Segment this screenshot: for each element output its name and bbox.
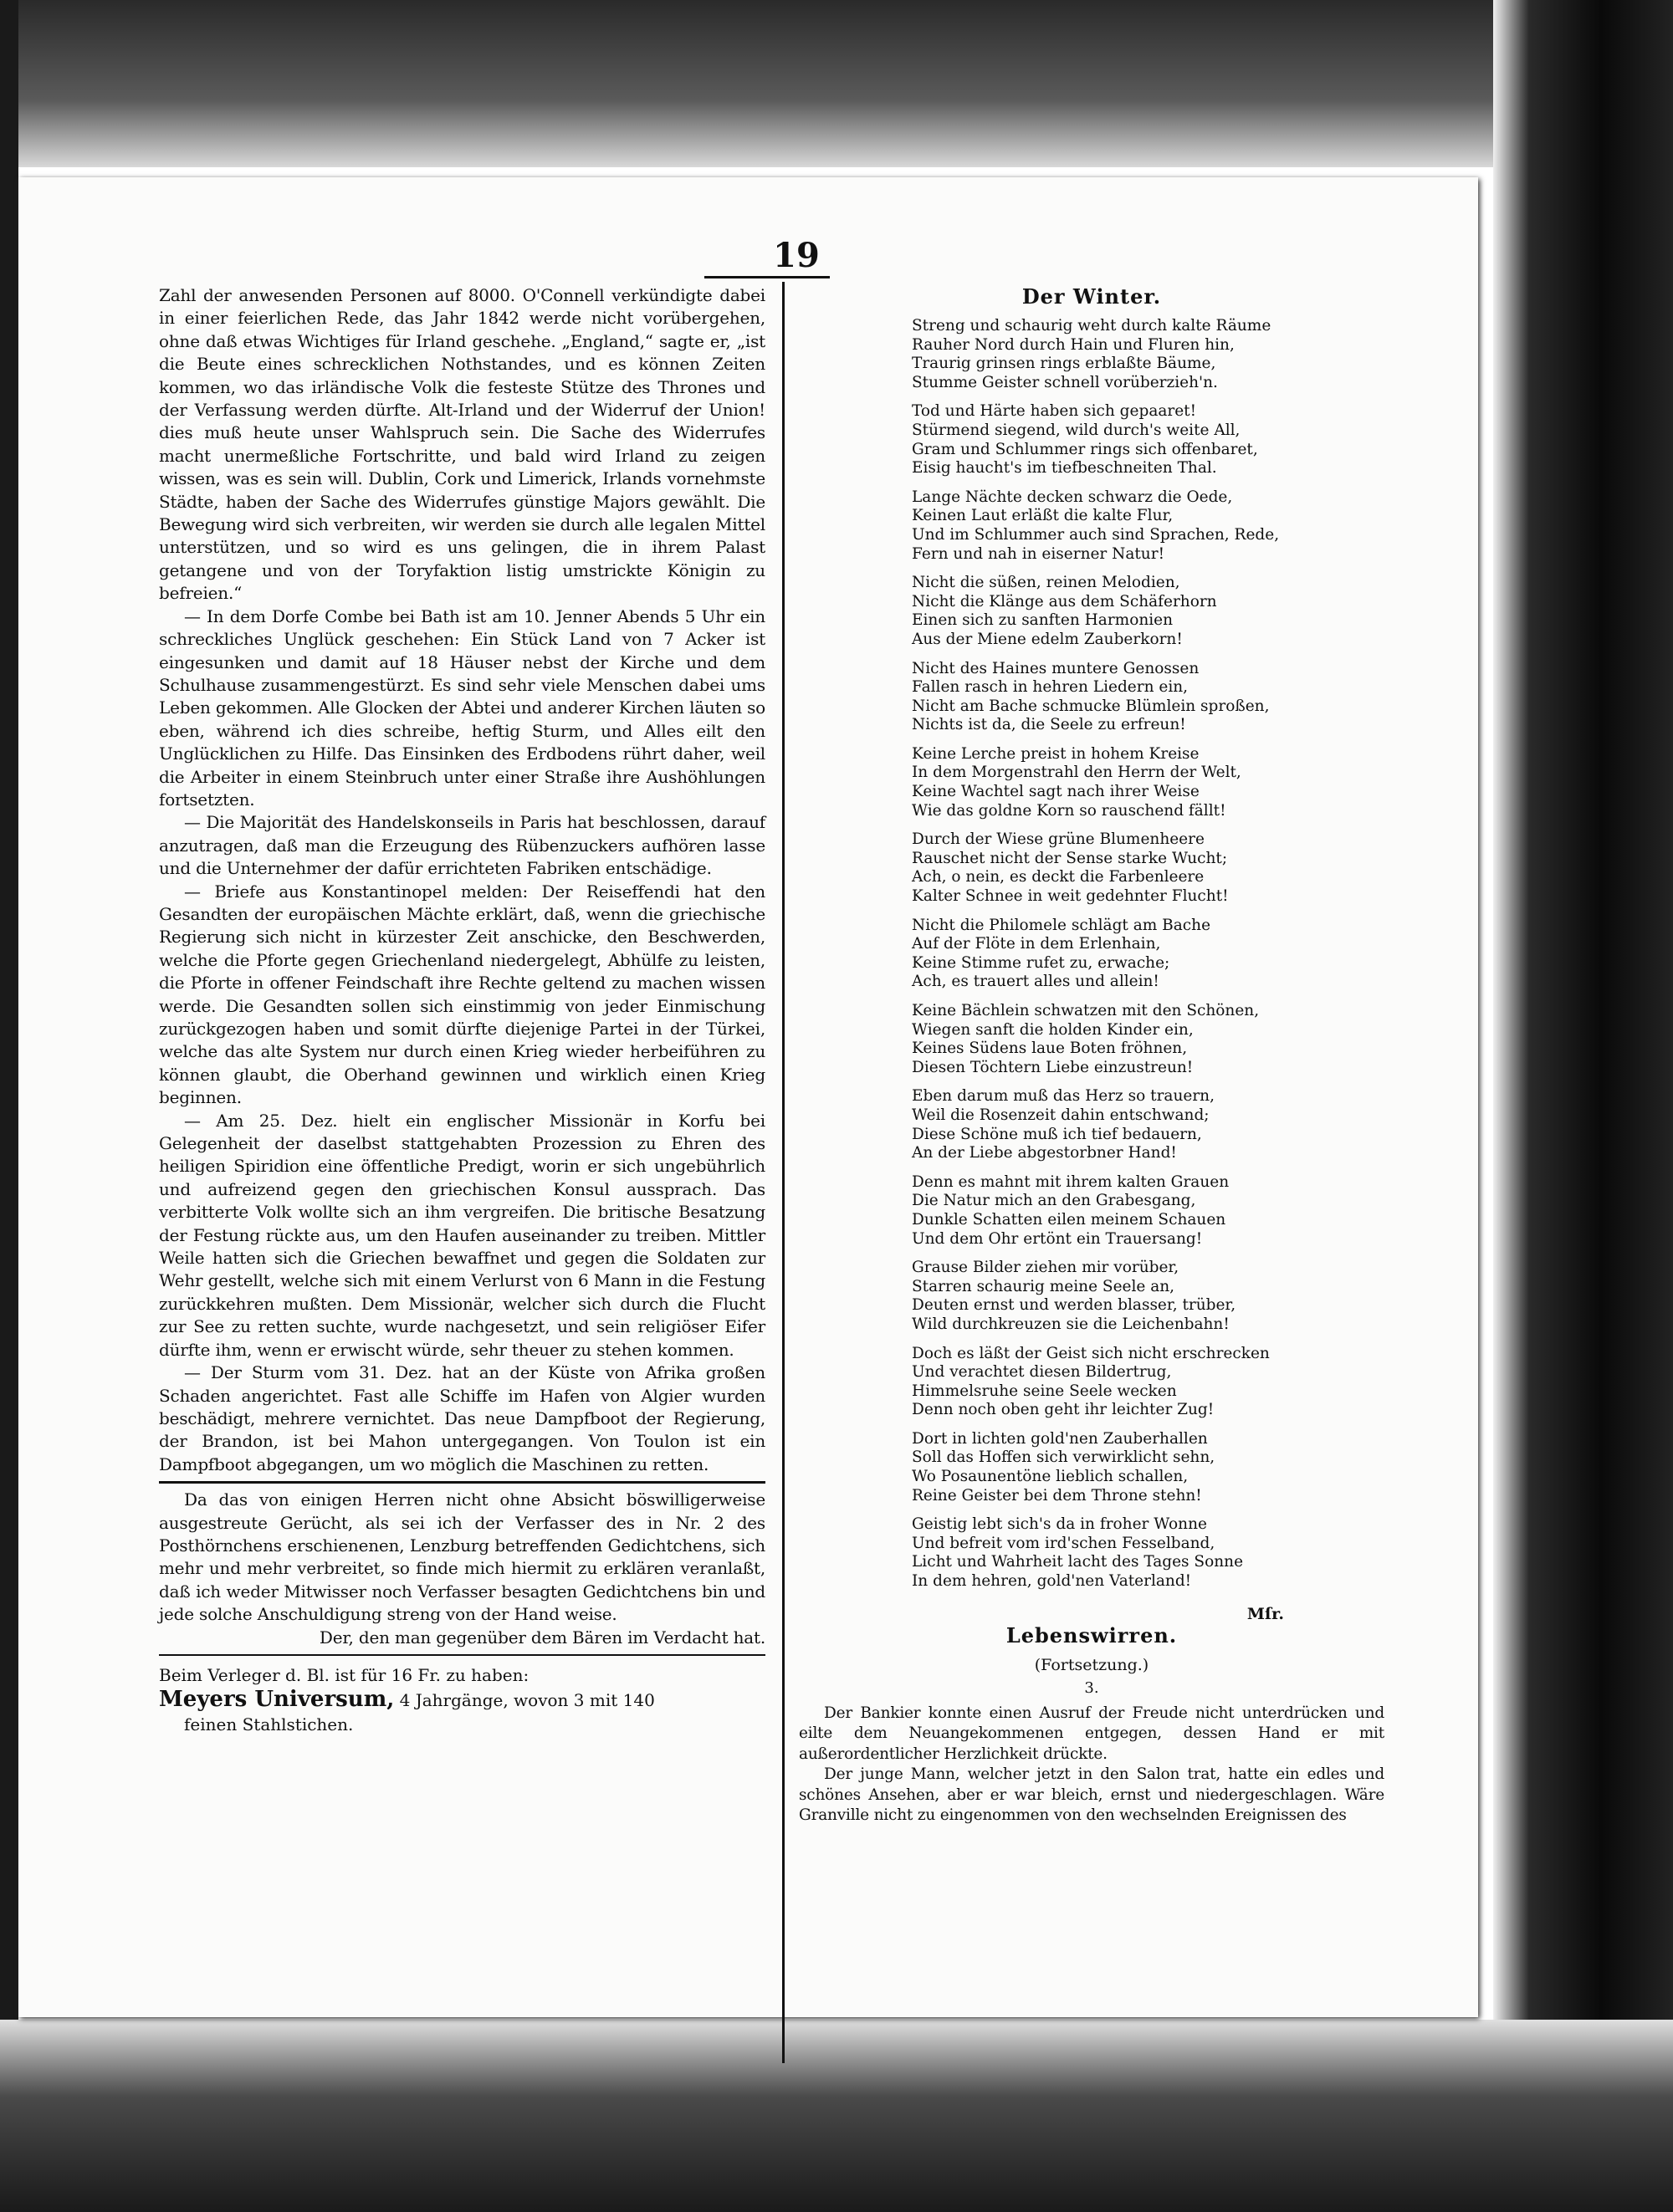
news-paragraph: — Am 25. Dez. hielt ein englischer Missionär in Korfu bei Gelegenheit der daselbst stattgehabten Prozession zu Ehren des heiligen Spiridion eine öffentliche Predigt, worin er sich ungebührlich und aufreizend gegen den griechischen Konsul aussprach. Das verbitterte Volk wollte sich an ihm vergreifen. Die britische Besatzung der Festung rückte aus, um den Haufen auseinander zu treiben. Mittler Weile hatten sich die Griechen bewaffnet und gegen die Soldaten zur Wehr gestellt, welche sich mit einem Verlurst von 6 Mann in die Festung zurückkehren mußten. Dem Missionär, welcher sich durch die Flucht zur See zu retten suchte, wurde nachgesetzt, und sein religiöser Eifer dürfte ihm, wenn er erwischt würde, sehr theuer zu stehen kommen.	[159, 1110, 765, 1360]
page-number-rule	[704, 276, 830, 278]
story-title: Lebenswirren.	[1005, 1622, 1178, 1648]
poem-verse: Die Natur mich an den Grabesgang,	[912, 1192, 1196, 1210]
poem-verse: Keine Stimme rufet zu, erwache;	[912, 953, 1170, 972]
poem-verse: Kalter Schnee in weit gedehnter Flucht!	[912, 887, 1229, 906]
notice	[159, 1489, 765, 1649]
poem-stanza	[912, 745, 1384, 820]
poem-verse: Fallen rasch in hehren Liedern ein,	[912, 678, 1189, 697]
news-paragraph: Zahl der anwesenden Personen auf 8000. O'Connell verkündigte dabei in einer feierlichen Rede, das Jahr 1842 werde nicht vorübergehen, ohne daß etwas Wichtiges für Irland geschehe. „England,“ sagte er, „ist die Beute eines schrecklichen Nothstandes, und es können Zeiten kommen, wo das irländische Volk die festeste Stütze des Thrones und der Verfassung werden dürfte. Alt-Irland und der Widerruf der Union! dies muß heute unser Wahlspruch sein. Die Sache des Widerrufes macht unermeßliche Fortschritte, und bald wird Irland zu zeigen wissen, was es sein will. Dublin, Cork und Limerick, Irlands vornehmste Städte, haben der Sache des Widerrufes günstige Majors gewählt. Die Bewegung wird sich verbreiten, wir werden sie durch alle legalen Mittel unterstützen, und so wird es uns gelingen, die in ihrem Palast getangene und von der Toryfaktion listig umstrickte Königin zu befreien.“	[159, 285, 765, 604]
poem-verse: Lange Nächte decken schwarz die Oede,	[912, 488, 1233, 506]
poem-verse: Denn noch oben geht ihr leichter Zug!	[912, 1401, 1215, 1419]
poem-verse: Diesen Töchtern Liebe einzustreun!	[912, 1058, 1194, 1076]
poem-verse: Stürmend siegend, wild durch's weite All,	[912, 421, 1241, 439]
poem-stanza	[912, 660, 1384, 735]
ad-line: Beim Verleger d. Bl. ist für 16 Fr. zu haben:	[159, 1664, 530, 1685]
poem-verse: Dort in lichten gold'nen Zauberhallen	[912, 1429, 1208, 1448]
story-paragraph: Der Bankier konnte einen Ausruf der Freude nicht unterdrücken und eilte dem Neuangekommenen entgegen, dessen Hand er mit außerordentlicher Herzlichkeit drückte.	[799, 1704, 1384, 1763]
scan-border-left	[0, 0, 18, 2212]
notice-signature: Der, den man gegenüber dem Bären im Verdacht hat.	[319, 1627, 765, 1648]
news-paragraph: — Briefe aus Konstantinopel melden: Der Reiseffendi hat den Gesandten der europäischen Mächte erklärt, daß, wenn die griechische Regierung sich nicht in kürzester Zeit anschicke, den Beschwerden, welche die Pforte gegen Griechenland niedergelegt, Abhülfe zu leisten, die Pforte in offener Feindschaft ihre Rechte geltend zu machen wissen werde. Die Gesandten sollen sich einstimmig von jeder Einmischung zurückgezogen haben und somit dürfte diejenige Partei in der Türkei, welche das alte System nur durch einen Krieg wieder herbeiführen zu können glaubt, die Oberhand gewinnen und wirklich einen Krieg beginnen.	[159, 881, 765, 1108]
story-paragraph: Der junge Mann, welcher jetzt in den Salon trat, hatte ein edles und schönes Ansehen, aber er war bleich, ernst und niedergeschlagen. Wäre Granville nicht zu eingenommen von den wechselnden Ereignissen des	[799, 1765, 1384, 1825]
poem-stanza	[912, 574, 1384, 649]
poem-verse: Dunkle Schatten eilen meinem Schauen	[912, 1210, 1226, 1229]
poem-verse: Fern und nah in eiserner Natur!	[912, 544, 1164, 563]
poem-verse: Eben darum muß das Herz so trauern,	[912, 1087, 1215, 1106]
ad-title: Meyers Universum,	[159, 1686, 395, 1712]
poem-signature: Mſr.	[1246, 1605, 1284, 1623]
poem-verse: Deuten ernst und werden blasser, trüber,	[912, 1296, 1236, 1315]
story-subtitle: (Fortsetzung.)	[1034, 1655, 1149, 1674]
poem-verse: Nicht die Klänge aus dem Schäferhorn	[912, 592, 1217, 610]
poem-title: Der Winter.	[1021, 284, 1162, 309]
poem-verse: Und verachtet diesen Bildertrug,	[912, 1363, 1172, 1382]
poem-verse: Und dem Ohr ertönt ein Trauersang!	[912, 1229, 1203, 1248]
poem-verse: Keine Lerche preist in hohem Kreise	[912, 744, 1200, 763]
poem-verse: Keine Bächlein schwatzen mit den Schönen,	[912, 1002, 1260, 1019]
poem-verse: Denn es mahnt mit ihrem kalten Grauen	[912, 1172, 1230, 1191]
poem-stanza	[912, 1002, 1384, 1077]
poem-verse: Ach, es trauert alles und allein!	[912, 973, 1159, 991]
poem-verse: Gram und Schlummer rings sich offenbaret,	[912, 440, 1258, 458]
poem-stanza	[912, 1430, 1384, 1505]
poem-stanza	[912, 1087, 1384, 1162]
column-divider	[782, 282, 785, 2063]
poem-verse: Licht und Wahrheit lacht des Tages Sonne	[912, 1553, 1244, 1571]
poem-verse: Wiegen sanft die holden Kinder ein,	[912, 1020, 1194, 1039]
poem-verse: Nicht am Bache schmucke Blümlein sproßen,	[912, 697, 1270, 715]
story	[799, 1623, 1384, 1826]
news-paragraph: — In dem Dorfe Combe bei Bath ist am 10. Jenner Abends 5 Uhr ein schreckliches Unglück geschehen: Ein Stück Land von 7 Acker ist eingesunken und damit auf 18 Häuser nebst der Kirche und dem Schulhause zusammengestürzt. Es sind sehr viele Menschen dabei ums Leben gekommen. Alle Glocken der Abtei und anderer Kirchen läuten so eben, während ich dies schreibe, heftig Sturm, und Alles eilt den Unglücklichen zu Hilfe. Das Einsinken des Erdbodens rührt daher, weil die Arbeiter in einem Steinbruch unter einer Straße ihre Aushöhlungen fortsetzten.	[159, 605, 765, 810]
poem-verse: Geistig lebt sich's da in froher Wonne	[912, 1515, 1207, 1534]
right-column	[799, 284, 1384, 1826]
poem-verse: Wild durchkreuzen sie die Leichenbahn!	[912, 1315, 1230, 1333]
poem-verse: Wie das goldne Korn so rauschend fällt!	[912, 801, 1226, 820]
poem-verse: Nicht des Haines muntere Genossen	[912, 659, 1200, 677]
poem-verse: Starren schaurig meine Seele an,	[912, 1277, 1175, 1295]
poem-verse: In dem Morgenstrahl den Herrn der Welt,	[912, 764, 1241, 782]
poem-verse: Durch der Wiese grüne Blumenheere	[912, 830, 1205, 849]
news-paragraph: — Der Sturm vom 31. Dez. hat an der Küste von Afrika großen Schaden angerichtet. Fast alle Schiffe im Hafen von Algier wurden beschädigt, mehrere vernichtet. Das neue Dampfboot der Regierung, der Brandon, ist bei Mahon untergegangen. Von Toulon ist ein Dampfboot abgegangen, um wo möglich die Maschinen zu retten.	[159, 1362, 765, 1474]
scan-border-right	[1493, 0, 1673, 2212]
news-paragraph: — Die Majorität des Handelskonseils in Paris hat beschlossen, darauf anzutragen, daß man die Erzeugung des Rübenzuckers aufhören lasse und die Unternehmer der dafür errichteten Fabriken entschädige.	[159, 812, 765, 879]
section-rule	[159, 1481, 765, 1484]
poem-verse: Tod und Härte haben sich gepaaret!	[912, 402, 1197, 421]
poem-verse: Auf der Flöte in dem Erlenhain,	[912, 935, 1161, 953]
poem-verse: Und im Schlummer auch sind Sprachen, Rede,	[912, 525, 1280, 544]
poem-verse: Stumme Geister schnell vorüberzieh'n.	[912, 373, 1218, 391]
ad-title-rest: 4 Jahrgänge, wovon 3 mit 140	[394, 1689, 655, 1710]
advertisement	[159, 1664, 765, 1735]
poem-verse: Aus der Miene edelm Zauberkorn!	[912, 630, 1183, 648]
poem-stanza	[912, 317, 1384, 392]
story-chapter: 3.	[1084, 1678, 1099, 1697]
poem-verse: In dem hehren, gold'nen Vaterland!	[912, 1572, 1192, 1591]
poem-verse: Weil die Rosenzeit dahin entschwand;	[912, 1106, 1210, 1124]
ad-title-line	[159, 1686, 765, 1714]
poem-verse: Grause Bilder ziehen mir vorüber,	[912, 1259, 1179, 1277]
poem-verse: Rauher Nord durch Hain und Fluren hin,	[912, 335, 1235, 354]
page-number: 19	[773, 236, 820, 275]
notice-text: Da das von einigen Herren nicht ohne Absicht böswilligerweise ausgestreute Gerücht, als sei ich der Verfasser des in Nr. 2 des Posthörnchens erschienenen, Lenzburg betreffenden Gedichtchens, sich mehr und mehr verbreitet, so finde mich hiermit zu erklären veranlaßt, daß ich weder Mitwisser noch Verfasser besagten Gedichtchens bin und jede solche Anschuldigung streng von der Hand weise.	[159, 1489, 765, 1625]
poem-verse: Einen sich zu sanften Harmonien	[912, 611, 1174, 630]
poem-stanza	[912, 1515, 1384, 1591]
poem-stanza	[912, 488, 1384, 564]
poem-verse: Streng und schaurig weht durch kalte Räume	[912, 317, 1271, 335]
poem-verse: Keines Südens laue Boten fröhnen,	[912, 1040, 1188, 1058]
scan-border-bottom	[0, 2020, 1673, 2212]
poem-verse: Traurig grinsen rings erblaßte Bäume,	[912, 355, 1216, 373]
poem-verse: Keinen Laut erläßt die kalte Flur,	[912, 507, 1174, 525]
poem-verse: Soll das Hoffen sich verwirklicht sehn,	[912, 1448, 1215, 1467]
poem-verse: Diese Schöne muß ich tief bedauern,	[912, 1125, 1202, 1143]
newspaper-page	[18, 177, 1478, 2017]
scan-border-top	[0, 0, 1673, 167]
poem-verse: Doch es läßt der Geist sich nicht erschrecken	[912, 1344, 1270, 1362]
poem-stanza	[912, 830, 1384, 906]
poem-verse: Reine Geister bei dem Throne stehn!	[912, 1486, 1202, 1504]
poem-verse: Himmelsruhe seine Seele wecken	[912, 1382, 1177, 1400]
poem-verse: Nicht die süßen, reinen Melodien,	[912, 574, 1180, 592]
poem	[799, 317, 1384, 1591]
poem-verse: Nichts ist da, die Seele zu erfreun!	[912, 716, 1186, 734]
poem-stanza	[912, 917, 1384, 992]
poem-verse: Nicht die Philomele schlägt am Bache	[912, 916, 1211, 934]
poem-stanza	[912, 1173, 1384, 1249]
poem-verse: An der Liebe abgestorbner Hand!	[912, 1144, 1177, 1162]
section-rule	[159, 1654, 765, 1656]
poem-stanza	[912, 1345, 1384, 1420]
poem-stanza	[912, 402, 1384, 478]
poem-stanza	[912, 1259, 1384, 1334]
poem-verse: Ach, o nein, es deckt die Farbenleere	[912, 868, 1205, 886]
poem-verse: Eisig haucht's im tiefbeschneiten Thal.	[912, 459, 1217, 478]
poem-verse: Wo Posaunentöne lieblich schallen,	[912, 1468, 1189, 1486]
poem-verse: Keine Wachtel sagt nach ihrer Weise	[912, 783, 1200, 801]
poem-verse: Und befreit vom ird'schen Fesselband,	[912, 1534, 1215, 1552]
ad-line: feinen Stahlstichen.	[184, 1714, 354, 1734]
poem-verse: Rauschet nicht der Sense starke Wucht;	[912, 849, 1228, 867]
left-column	[159, 284, 765, 1735]
